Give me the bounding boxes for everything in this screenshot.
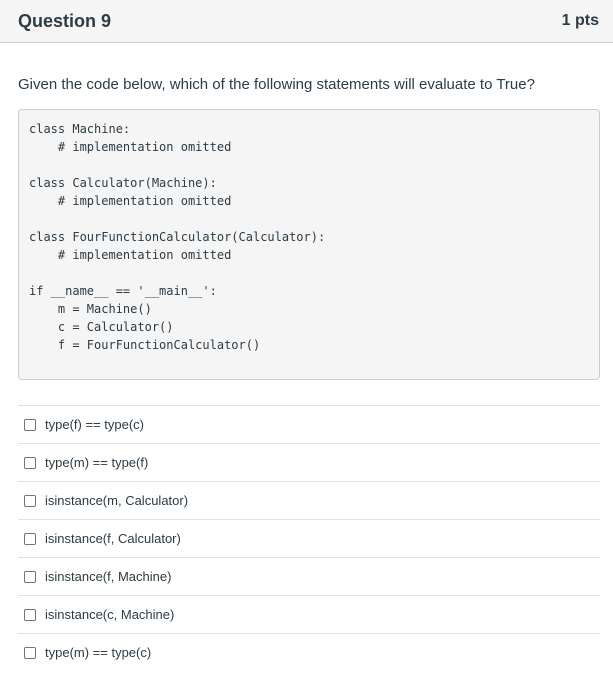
answer-checkbox[interactable]	[24, 419, 36, 431]
answer-option[interactable]	[18, 406, 600, 444]
code-line	[29, 264, 589, 282]
answer-label[interactable]: isinstance(f, Machine)	[45, 568, 172, 584]
code-line: c = Calculator()	[29, 320, 174, 334]
answer-checkbox[interactable]	[24, 647, 36, 659]
code-line	[29, 156, 589, 174]
answer-label[interactable]: type(m) == type(f)	[45, 454, 149, 470]
answer-option[interactable]	[18, 444, 600, 482]
answer-label[interactable]: type(f) == type(c)	[45, 416, 144, 432]
code-line: # implementation omitted	[29, 140, 232, 154]
question-title: Question 9	[18, 11, 112, 31]
code-line: # implementation omitted	[29, 248, 232, 262]
question-header	[0, 0, 613, 43]
code-line: class Machine:	[29, 122, 131, 136]
answer-checkbox[interactable]	[24, 495, 36, 507]
answer-option[interactable]	[18, 520, 600, 558]
answer-option[interactable]	[18, 558, 600, 596]
answer-label[interactable]: isinstance(f, Calculator)	[45, 530, 181, 546]
answer-list	[18, 405, 600, 671]
code-line: f = FourFunctionCalculator()	[29, 338, 261, 352]
answer-checkbox[interactable]	[24, 533, 36, 545]
code-line: m = Machine()	[29, 302, 152, 316]
code-line	[29, 210, 589, 228]
code-line: if __name__ == '__main__':	[29, 284, 217, 298]
answer-checkbox[interactable]	[24, 457, 36, 469]
answer-checkbox[interactable]	[24, 609, 36, 621]
answer-option[interactable]	[18, 482, 600, 520]
code-line: class Calculator(Machine):	[29, 176, 217, 190]
answer-option[interactable]	[18, 596, 600, 634]
code-line: # implementation omitted	[29, 194, 232, 208]
answer-label[interactable]: isinstance(c, Machine)	[45, 606, 175, 622]
code-block	[18, 109, 600, 380]
answer-option[interactable]	[18, 634, 600, 671]
question-points: 1 pts	[561, 12, 599, 29]
code-line: class FourFunctionCalculator(Calculator):	[29, 230, 326, 244]
question-prompt: Given the code below, which of the following statements will evaluate to True?	[18, 76, 535, 93]
answer-label[interactable]: type(m) == type(c)	[45, 644, 152, 660]
answer-checkbox[interactable]	[24, 571, 36, 583]
answer-label[interactable]: isinstance(m, Calculator)	[45, 492, 189, 508]
